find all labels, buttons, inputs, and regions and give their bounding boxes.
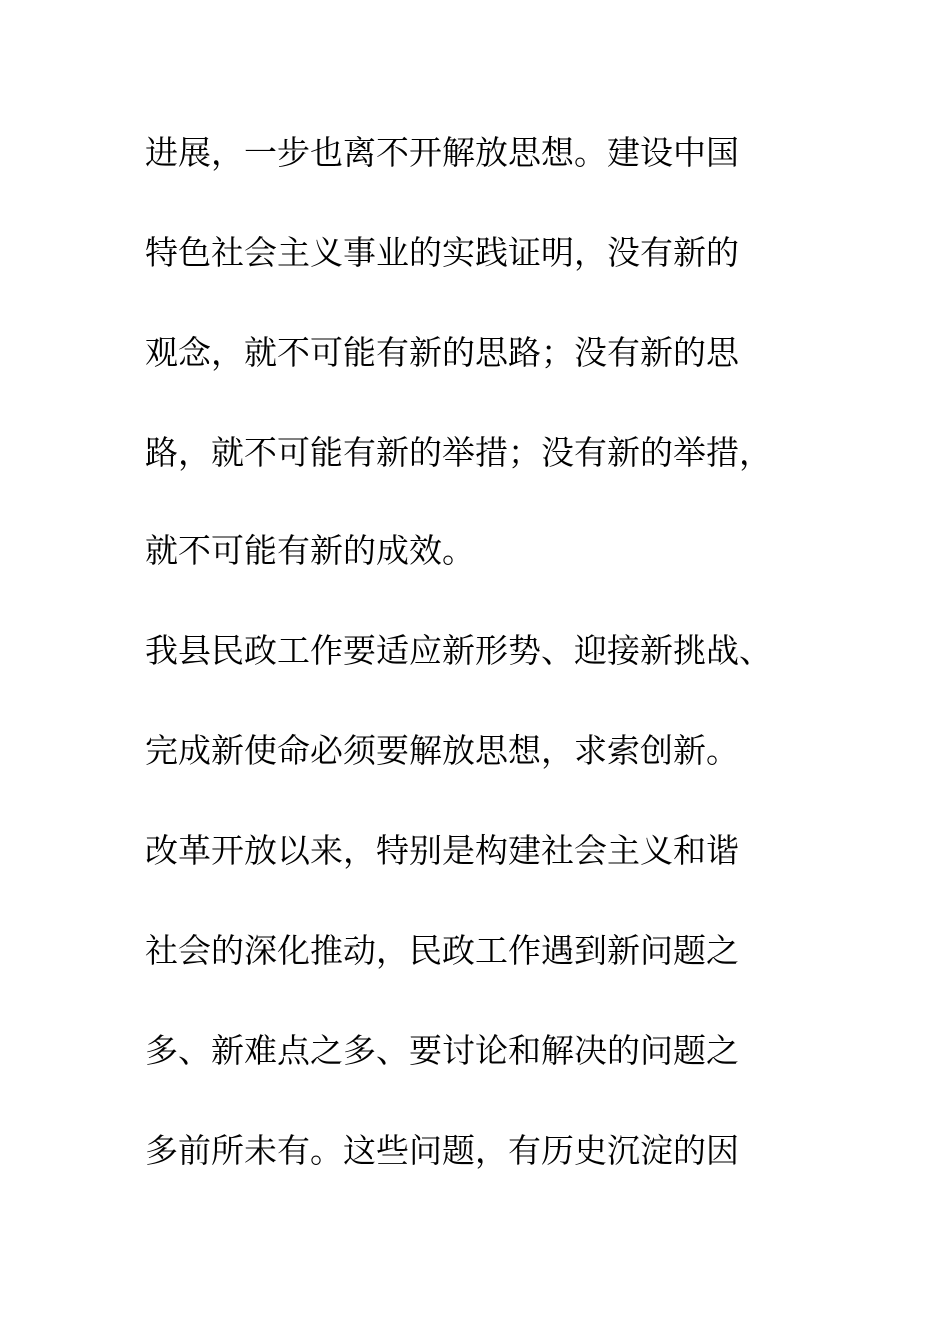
text-line: 进展，一步也离不开解放思想。建设中国 [145, 133, 739, 172]
text-line: 观念，就不可能有新的思路；没有新的思 [145, 333, 739, 372]
text-line: 改革开放以来，特别是构建社会主义和谐 [145, 831, 739, 870]
text-line: 路，就不可能有新的举措；没有新的举措， [145, 433, 772, 472]
text-line: 多前所未有。这些问题，有历史沉淀的因 [145, 1131, 739, 1170]
text-line: 就不可能有新的成效。 [145, 531, 475, 570]
text-line: 特色社会主义事业的实践证明，没有新的 [145, 233, 739, 272]
text-line: 我县民政工作要适应新形势、迎接新挑战、 [145, 631, 772, 670]
text-line: 多、新难点之多、要讨论和解决的问题之 [145, 1031, 739, 1070]
text-line: 社会的深化推动，民政工作遇到新问题之 [145, 931, 739, 970]
text-line: 完成新使命必须要解放思想，求索创新。 [145, 731, 739, 770]
